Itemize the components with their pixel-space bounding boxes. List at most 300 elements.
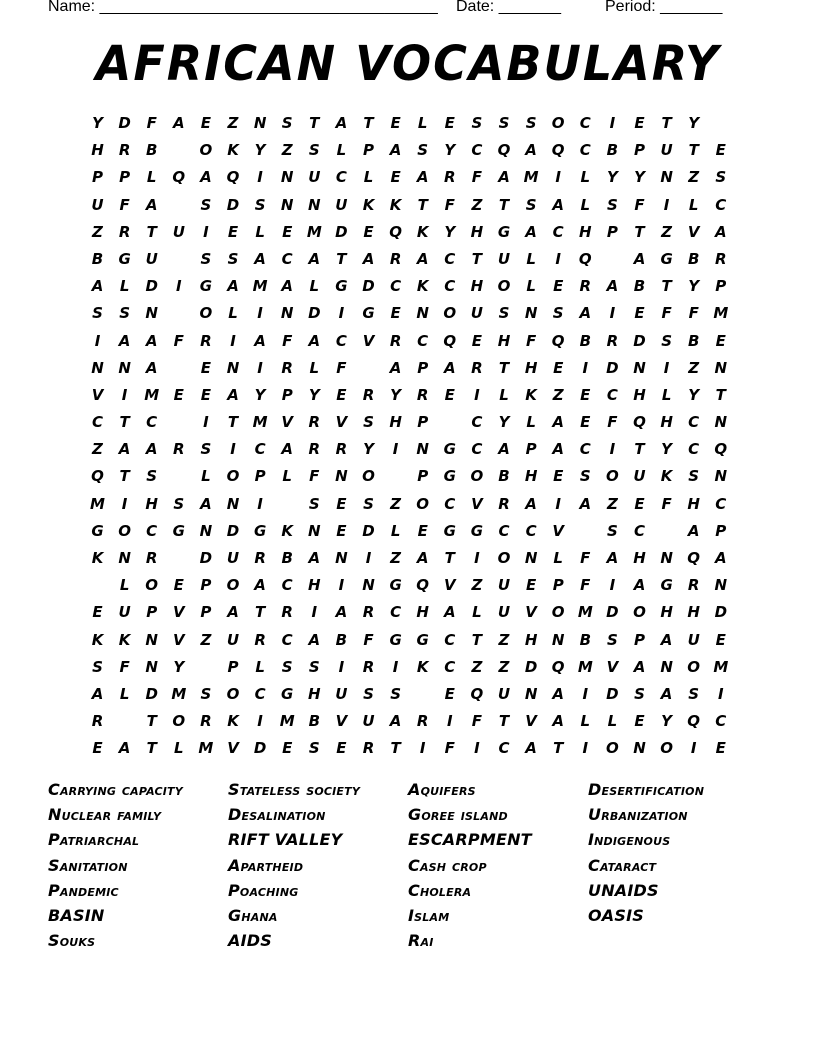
grid-letter[interactable]: Y	[688, 385, 700, 404]
grid-letter[interactable]: A	[254, 249, 266, 268]
grid-letter[interactable]: S	[200, 684, 212, 703]
grid-letter[interactable]: L	[472, 603, 482, 622]
grid-letter[interactable]: I	[94, 331, 101, 350]
grid-letter[interactable]: S	[634, 684, 645, 703]
grid-letter[interactable]: C	[715, 712, 727, 731]
grid-letter[interactable]: M	[90, 494, 105, 513]
grid-letter[interactable]: R	[118, 222, 131, 241]
grid-letter[interactable]: A	[145, 358, 158, 377]
grid-letter[interactable]: I	[555, 494, 561, 513]
grid-letter[interactable]: L	[174, 739, 184, 758]
grid-letter[interactable]: D	[714, 603, 728, 622]
grid-letter[interactable]: I	[663, 195, 670, 214]
grid-letter[interactable]: S	[92, 304, 103, 323]
grid-letter[interactable]: E	[525, 576, 537, 595]
grid-letter[interactable]: Q	[578, 249, 592, 268]
grid-letter[interactable]: T	[309, 114, 320, 132]
grid-letter[interactable]: V	[687, 222, 700, 241]
grid-letter[interactable]: T	[227, 413, 239, 432]
grid-letter[interactable]: A	[389, 141, 402, 160]
grid-letter[interactable]: L	[526, 249, 536, 268]
grid-letter[interactable]: R	[471, 358, 483, 377]
grid-letter[interactable]: A	[227, 603, 239, 622]
grid-letter[interactable]: F	[607, 413, 618, 432]
grid-letter[interactable]: V	[335, 413, 348, 432]
grid-letter[interactable]: S	[525, 114, 537, 132]
grid-letter[interactable]: R	[308, 440, 321, 459]
grid-letter[interactable]: E	[390, 114, 401, 132]
grid-letter[interactable]: S	[579, 467, 591, 486]
grid-letter[interactable]: U	[335, 684, 348, 703]
grid-letter[interactable]: N	[524, 549, 538, 567]
grid-letter[interactable]: E	[390, 304, 401, 323]
grid-letter[interactable]: L	[201, 467, 211, 486]
grid-letter[interactable]: G	[281, 684, 294, 703]
grid-letter[interactable]: A	[525, 141, 537, 160]
grid-letter[interactable]: M	[252, 277, 268, 296]
grid-letter[interactable]: I	[203, 222, 209, 241]
grid-letter[interactable]: S	[281, 657, 293, 676]
grid-letter[interactable]: K	[525, 385, 537, 404]
grid-letter[interactable]: T	[363, 114, 374, 132]
grid-letter[interactable]: D	[308, 304, 321, 323]
grid-letter[interactable]: Z	[661, 222, 673, 241]
grid-letter[interactable]: E	[634, 494, 645, 513]
grid-letter[interactable]: F	[146, 114, 157, 132]
grid-letter[interactable]: E	[444, 385, 455, 404]
grid-letter[interactable]: Q	[551, 657, 565, 676]
grid-letter[interactable]: S	[227, 249, 239, 268]
grid-letter[interactable]: F	[661, 494, 672, 513]
grid-letter[interactable]: G	[443, 521, 456, 540]
grid-letter[interactable]: P	[363, 141, 374, 160]
grid-letter[interactable]: L	[580, 712, 591, 731]
grid-letter[interactable]: S	[200, 440, 212, 459]
grid-letter[interactable]: U	[91, 195, 104, 214]
grid-letter[interactable]: P	[92, 168, 103, 187]
grid-letter[interactable]: V	[471, 494, 483, 513]
grid-letter[interactable]: R	[444, 168, 456, 187]
grid-letter[interactable]: U	[497, 576, 511, 595]
grid-letter[interactable]: Z	[390, 549, 402, 567]
grid-letter[interactable]: Y	[498, 413, 510, 432]
grid-letter[interactable]: A	[118, 331, 131, 350]
grid-letter[interactable]: N	[145, 630, 158, 649]
grid-letter[interactable]: F	[119, 657, 130, 676]
grid-letter[interactable]: V	[172, 630, 185, 649]
grid-letter[interactable]: I	[474, 739, 480, 758]
grid-letter[interactable]: S	[363, 494, 374, 513]
grid-letter[interactable]: T	[634, 222, 645, 241]
grid-letter[interactable]: U	[687, 630, 700, 649]
grid-letter[interactable]: A	[525, 739, 537, 758]
grid-letter[interactable]: G	[172, 521, 185, 540]
grid-letter[interactable]: U	[308, 168, 321, 187]
grid-letter[interactable]: N	[714, 467, 728, 486]
grid-letter[interactable]: F	[580, 549, 591, 567]
grid-letter[interactable]: K	[416, 657, 429, 676]
grid-letter[interactable]: A	[335, 114, 348, 132]
grid-letter[interactable]: A	[687, 521, 700, 540]
grid-letter[interactable]: I	[690, 739, 697, 758]
grid-letter[interactable]: E	[634, 712, 645, 731]
grid-letter[interactable]: Y	[444, 141, 456, 160]
grid-letter[interactable]: A	[443, 358, 456, 377]
grid-letter[interactable]: H	[497, 331, 511, 350]
grid-letter[interactable]: S	[363, 684, 374, 703]
grid-letter[interactable]: K	[91, 549, 104, 567]
grid-letter[interactable]: M	[306, 222, 322, 241]
grid-letter[interactable]: P	[200, 603, 212, 622]
grid-letter[interactable]: E	[634, 304, 645, 323]
grid-letter[interactable]: C	[471, 141, 483, 160]
grid-letter[interactable]: S	[308, 657, 320, 676]
grid-letter[interactable]: H	[308, 576, 321, 595]
grid-letter[interactable]: Q	[226, 168, 240, 187]
grid-letter[interactable]: D	[145, 277, 158, 296]
grid-letter[interactable]: U	[226, 630, 240, 649]
grid-letter[interactable]: A	[552, 413, 564, 432]
grid-letter[interactable]: R	[389, 331, 402, 350]
grid-letter[interactable]: C	[335, 331, 347, 350]
grid-letter[interactable]: S	[688, 684, 700, 703]
grid-letter[interactable]: E	[444, 684, 455, 703]
grid-letter[interactable]: P	[254, 467, 266, 486]
grid-letter[interactable]: E	[553, 277, 564, 296]
grid-letter[interactable]: E	[336, 494, 347, 513]
grid-letter[interactable]: Y	[688, 277, 700, 296]
grid-letter[interactable]: V	[91, 385, 104, 404]
grid-letter[interactable]: M	[577, 657, 593, 676]
grid-letter[interactable]: H	[524, 630, 538, 649]
grid-letter[interactable]: E	[336, 739, 347, 758]
grid-letter[interactable]: R	[91, 712, 104, 731]
grid-letter[interactable]: V	[172, 603, 185, 622]
grid-letter[interactable]: N	[633, 739, 646, 758]
grid-letter[interactable]: G	[660, 576, 673, 595]
grid-letter[interactable]: C	[417, 331, 429, 350]
grid-letter[interactable]: A	[308, 549, 321, 567]
grid-letter[interactable]: H	[416, 603, 429, 622]
grid-letter[interactable]: H	[524, 358, 538, 377]
grid-letter[interactable]: R	[281, 603, 293, 622]
grid-letter[interactable]: T	[471, 630, 482, 649]
grid-letter[interactable]: R	[362, 385, 375, 404]
grid-letter[interactable]: O	[443, 304, 457, 323]
grid-letter[interactable]: M	[279, 712, 295, 731]
grid-letter[interactable]: L	[417, 114, 428, 132]
grid-letter[interactable]: V	[552, 521, 564, 540]
grid-letter[interactable]: E	[417, 521, 428, 540]
grid-letter[interactable]: N	[335, 549, 348, 567]
grid-letter[interactable]: H	[389, 413, 402, 432]
grid-letter[interactable]: A	[281, 440, 293, 459]
grid-letter[interactable]: A	[552, 440, 564, 459]
grid-letter[interactable]: E	[715, 630, 726, 649]
grid-letter[interactable]: B	[579, 630, 592, 649]
grid-letter[interactable]: I	[257, 304, 263, 323]
grid-letter[interactable]: F	[173, 331, 184, 350]
grid-letter[interactable]: E	[634, 114, 645, 132]
grid-letter[interactable]: I	[392, 440, 399, 459]
grid-letter[interactable]: A	[525, 222, 537, 241]
grid-letter[interactable]: I	[582, 684, 589, 703]
grid-letter[interactable]: S	[498, 304, 510, 323]
grid-letter[interactable]: F	[336, 358, 347, 377]
grid-letter[interactable]: A	[660, 684, 673, 703]
grid-letter[interactable]: S	[417, 141, 429, 160]
grid-letter[interactable]: I	[338, 657, 345, 676]
grid-letter[interactable]: Z	[281, 141, 293, 160]
grid-letter[interactable]: Z	[688, 358, 700, 377]
grid-letter[interactable]: G	[199, 277, 213, 296]
grid-letter[interactable]: S	[390, 684, 401, 703]
grid-letter[interactable]: I	[582, 739, 589, 758]
grid-letter[interactable]: A	[633, 657, 646, 676]
grid-letter[interactable]: S	[606, 521, 618, 540]
grid-letter[interactable]: T	[661, 277, 672, 296]
grid-letter[interactable]: A	[227, 277, 239, 296]
grid-letter[interactable]: H	[470, 277, 484, 296]
grid-letter[interactable]: U	[362, 712, 375, 731]
grid-letter[interactable]: F	[471, 168, 483, 187]
grid-letter[interactable]: A	[254, 331, 266, 350]
grid-letter[interactable]: L	[526, 277, 536, 296]
grid-letter[interactable]: D	[199, 549, 213, 567]
grid-letter[interactable]: G	[335, 277, 348, 296]
grid-letter[interactable]: A	[633, 576, 646, 595]
grid-letter[interactable]: Y	[254, 385, 266, 404]
grid-letter[interactable]: S	[254, 195, 266, 214]
grid-letter[interactable]: T	[634, 440, 645, 459]
grid-letter[interactable]: S	[200, 195, 212, 214]
grid-letter[interactable]: C	[471, 413, 483, 432]
grid-letter[interactable]: A	[335, 603, 348, 622]
grid-letter[interactable]: C	[552, 222, 564, 241]
grid-letter[interactable]: P	[119, 168, 131, 187]
grid-letter[interactable]: S	[606, 630, 618, 649]
grid-letter[interactable]: S	[498, 114, 510, 132]
grid-letter[interactable]: A	[172, 114, 185, 132]
grid-letter[interactable]: C	[335, 168, 347, 187]
grid-letter[interactable]: M	[577, 603, 593, 622]
grid-letter[interactable]: B	[579, 331, 592, 350]
grid-letter[interactable]: U	[497, 249, 511, 268]
grid-letter[interactable]: Z	[471, 195, 483, 214]
grid-letter[interactable]: E	[282, 739, 293, 758]
grid-letter[interactable]: B	[145, 141, 158, 160]
grid-letter[interactable]: N	[660, 657, 673, 676]
grid-letter[interactable]: H	[633, 549, 646, 567]
grid-letter[interactable]: B	[687, 331, 700, 350]
grid-letter[interactable]: N	[280, 168, 294, 187]
grid-letter[interactable]: G	[416, 630, 429, 649]
grid-letter[interactable]: F	[282, 331, 293, 350]
grid-letter[interactable]: V	[335, 712, 348, 731]
grid-letter[interactable]: R	[254, 630, 266, 649]
grid-letter[interactable]: I	[718, 684, 724, 703]
grid-letter[interactable]: A	[714, 222, 727, 241]
grid-letter[interactable]: C	[254, 684, 266, 703]
grid-letter[interactable]: R	[308, 413, 321, 432]
grid-letter[interactable]: M	[252, 413, 268, 432]
grid-letter[interactable]: R	[416, 712, 429, 731]
grid-letter[interactable]: E	[282, 222, 293, 241]
grid-letter[interactable]: T	[390, 739, 401, 758]
grid-letter[interactable]: L	[499, 385, 509, 404]
grid-letter[interactable]: R	[687, 576, 700, 595]
grid-letter[interactable]: K	[362, 195, 375, 214]
grid-letter[interactable]: N	[714, 358, 728, 377]
grid-letter[interactable]: A	[200, 168, 212, 187]
grid-letter[interactable]: I	[338, 576, 345, 595]
grid-letter[interactable]: D	[606, 603, 619, 622]
grid-letter[interactable]: U	[470, 304, 483, 323]
grid-letter[interactable]: G	[118, 249, 131, 268]
period-field[interactable]: Period: _______	[605, 0, 723, 15]
grid-letter[interactable]: R	[254, 549, 266, 567]
grid-letter[interactable]: T	[119, 467, 130, 486]
grid-letter[interactable]: A	[498, 440, 510, 459]
grid-letter[interactable]: N	[118, 358, 131, 377]
grid-letter[interactable]: F	[580, 576, 591, 595]
grid-letter[interactable]: Z	[92, 440, 103, 459]
grid-letter[interactable]: S	[471, 114, 483, 132]
grid-letter[interactable]: O	[660, 739, 673, 758]
grid-letter[interactable]: C	[146, 413, 158, 432]
grid-letter[interactable]: S	[119, 304, 130, 323]
grid-letter[interactable]: T	[553, 739, 564, 758]
grid-letter[interactable]: Q	[687, 712, 701, 731]
grid-letter[interactable]: I	[365, 549, 372, 567]
grid-letter[interactable]: M	[144, 385, 160, 404]
grid-letter[interactable]: N	[335, 467, 348, 486]
grid-letter[interactable]: O	[199, 304, 213, 323]
grid-letter[interactable]: I	[392, 657, 399, 676]
grid-letter[interactable]: S	[525, 195, 537, 214]
grid-letter[interactable]: G	[362, 304, 375, 323]
grid-letter[interactable]: F	[119, 195, 130, 214]
grid-letter[interactable]: E	[336, 521, 347, 540]
grid-letter[interactable]: R	[416, 385, 429, 404]
grid-letter[interactable]: Y	[444, 222, 456, 241]
grid-letter[interactable]: H	[660, 413, 673, 432]
grid-letter[interactable]: D	[253, 739, 267, 758]
grid-letter[interactable]: M	[171, 684, 187, 703]
grid-letter[interactable]: A	[443, 603, 456, 622]
grid-letter[interactable]: G	[660, 249, 673, 268]
grid-letter[interactable]: T	[417, 195, 428, 214]
grid-letter[interactable]: O	[497, 277, 511, 296]
grid-letter[interactable]: E	[173, 385, 184, 404]
grid-letter[interactable]: E	[200, 358, 212, 377]
grid-letter[interactable]: Q	[497, 141, 511, 160]
grid-letter[interactable]: C	[444, 494, 456, 513]
grid-letter[interactable]: Z	[606, 494, 618, 513]
grid-letter[interactable]: N	[633, 358, 646, 377]
grid-letter[interactable]: H	[579, 222, 592, 241]
grid-letter[interactable]: V	[525, 603, 537, 622]
grid-letter[interactable]: Q	[687, 549, 701, 567]
grid-letter[interactable]: P	[634, 141, 645, 160]
grid-letter[interactable]: R	[118, 141, 131, 160]
grid-letter[interactable]: I	[582, 358, 589, 377]
grid-letter[interactable]: E	[200, 385, 212, 404]
grid-letter[interactable]: I	[555, 168, 561, 187]
grid-letter[interactable]: T	[444, 549, 455, 567]
grid-letter[interactable]: C	[444, 277, 456, 296]
grid-letter[interactable]: D	[633, 331, 646, 350]
grid-letter[interactable]: Z	[471, 657, 483, 676]
grid-letter[interactable]: N	[145, 304, 158, 323]
grid-letter[interactable]: N	[660, 168, 673, 187]
grid-letter[interactable]: A	[145, 440, 158, 459]
grid-letter[interactable]: V	[525, 712, 537, 731]
grid-letter[interactable]: V	[227, 739, 239, 758]
grid-letter[interactable]: Z	[92, 222, 103, 241]
grid-letter[interactable]: N	[416, 440, 429, 459]
grid-letter[interactable]: E	[173, 576, 184, 595]
grid-letter[interactable]: N	[226, 358, 240, 377]
grid-letter[interactable]: L	[336, 141, 347, 160]
grid-letter[interactable]: P	[417, 358, 429, 377]
grid-letter[interactable]: B	[687, 249, 700, 268]
grid-letter[interactable]: E	[92, 739, 103, 758]
grid-letter[interactable]: C	[579, 114, 591, 132]
grid-letter[interactable]: I	[257, 712, 263, 731]
grid-letter[interactable]: Y	[634, 168, 645, 187]
grid-letter[interactable]: N	[308, 195, 321, 214]
grid-letter[interactable]: S	[715, 168, 727, 187]
grid-letter[interactable]: R	[200, 331, 212, 350]
grid-letter[interactable]: E	[553, 467, 564, 486]
grid-letter[interactable]: I	[609, 304, 616, 323]
grid-letter[interactable]: A	[227, 385, 239, 404]
grid-letter[interactable]: C	[471, 440, 483, 459]
grid-letter[interactable]: Q	[172, 168, 186, 187]
grid-letter[interactable]: A	[552, 684, 564, 703]
grid-letter[interactable]: K	[416, 222, 429, 241]
grid-letter[interactable]: D	[335, 222, 348, 241]
grid-letter[interactable]: O	[606, 739, 619, 758]
grid-letter[interactable]: V	[443, 576, 456, 595]
grid-letter[interactable]: G	[443, 440, 456, 459]
grid-letter[interactable]: Q	[389, 222, 402, 241]
grid-letter[interactable]: P	[552, 576, 564, 595]
grid-letter[interactable]: Y	[606, 168, 618, 187]
grid-letter[interactable]: U	[497, 603, 511, 622]
grid-letter[interactable]: G	[389, 576, 402, 595]
grid-letter[interactable]: K	[416, 277, 429, 296]
grid-letter[interactable]: R	[173, 440, 185, 459]
grid-letter[interactable]: Q	[91, 467, 104, 486]
grid-letter[interactable]: A	[91, 684, 104, 703]
grid-letter[interactable]: I	[230, 440, 236, 459]
grid-letter[interactable]: A	[308, 331, 321, 350]
grid-letter[interactable]: R	[145, 549, 158, 567]
grid-letter[interactable]: Y	[173, 657, 185, 676]
grid-letter[interactable]: O	[226, 576, 240, 595]
grid-letter[interactable]: I	[121, 494, 128, 513]
grid-letter[interactable]: E	[471, 331, 483, 350]
grid-letter[interactable]: A	[714, 549, 727, 567]
grid-letter[interactable]: V	[606, 657, 619, 676]
grid-letter[interactable]: N	[199, 521, 213, 540]
grid-letter[interactable]: L	[580, 168, 591, 187]
grid-letter[interactable]: K	[227, 141, 239, 160]
grid-letter[interactable]: S	[308, 141, 320, 160]
grid-letter[interactable]: T	[498, 195, 510, 214]
